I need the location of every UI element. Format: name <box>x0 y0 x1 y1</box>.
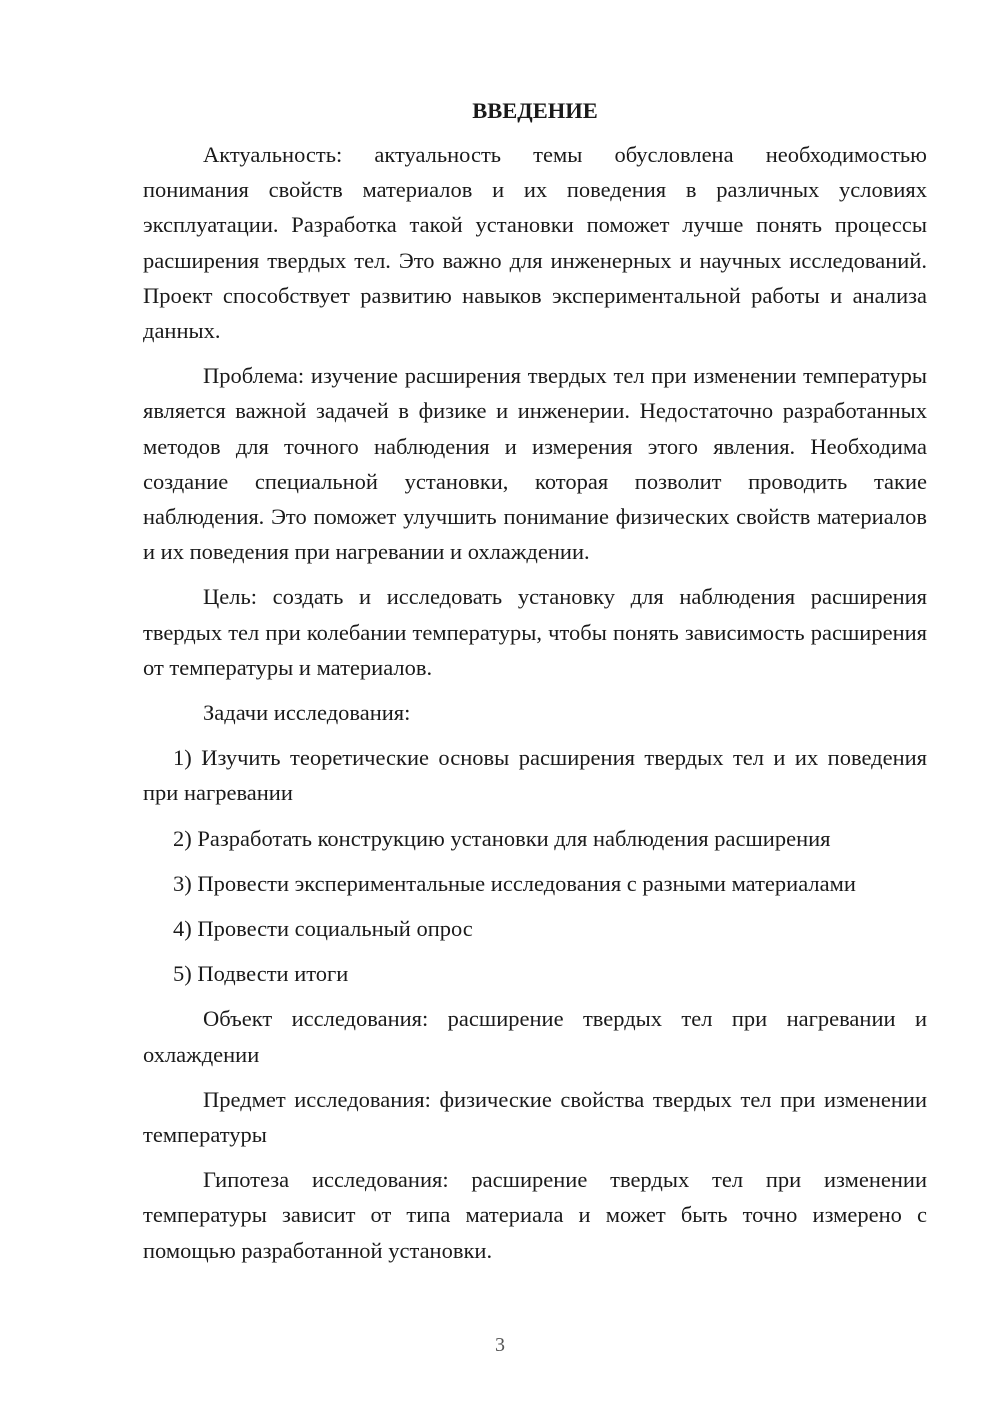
paragraph-relevance: Актуальность: актуальность темы обусловлена необходимостью понимания свойств материалов и их поведения в различных условиях эксплуатации. Разработка такой установки поможет лучше понять процессы расширения твердых тел. Это важно для инженерных и научных исследований. Проект способствует развитию навыков экспериментальной работы и анализа данных. <box>143 142 927 344</box>
list-item: 1) Изучить теоретические основы расширения твердых тел и их поведения при нагревании <box>143 745 927 806</box>
list-item: 3) Провести экспериментальные исследования с разными материалами <box>173 870 856 896</box>
document-page <box>143 92 927 1278</box>
paragraph-goal: Цель: создать и исследовать установку для наблюдения расширения твердых тел при колебании температуры, чтобы понять зависимость расширения от температуры и материалов. <box>143 584 927 680</box>
list-item: 2) Разработать конструкцию установки для наблюдения расширения <box>173 825 831 851</box>
paragraph-object: Объект исследования: расширение твердых тел при нагревании и охлаждении <box>143 1006 927 1067</box>
list-item: 4) Провести социальный опрос <box>173 916 473 942</box>
page-number: 3 <box>495 1334 505 1356</box>
page-title: ВВЕДЕНИЕ <box>472 98 598 123</box>
paragraph-subject: Предмет исследования: физические свойства твердых тел при изменении температуры <box>143 1086 927 1148</box>
list-item: 5) Подвести итоги <box>173 961 349 987</box>
paragraph-hypothesis: Гипотеза исследования: расширение твердых тел при изменении температуры зависит от типа материала и может быть точно измерено с помощью разработанной установки. <box>143 1167 927 1263</box>
tasks-heading: Задачи исследования: <box>203 700 411 726</box>
tasks-list <box>143 740 927 991</box>
paragraph-problem: Проблема: изучение расширения твердых тел при изменении температуры является важной задачей в физике и инженерии. Недостаточно разработанных методов для точного наблюдения и измерения этого явления. Необходима создание специальной установки, которая позволит проводить такие наблюдения. Это поможет улучшить понимание физических свойств материалов и их поведения при нагревании и охлаждении. <box>143 363 927 565</box>
